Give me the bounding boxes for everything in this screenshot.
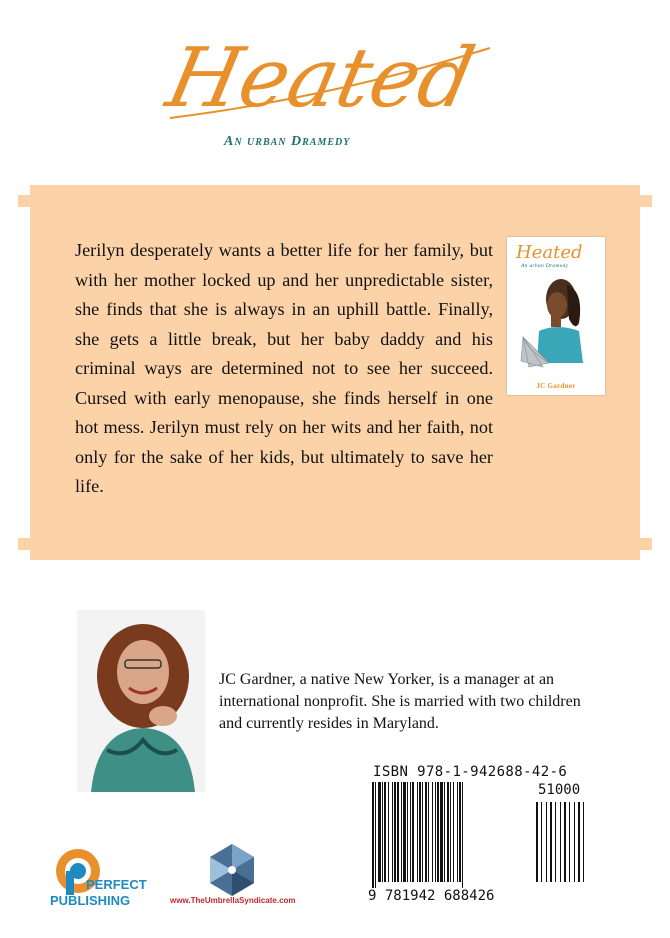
barcode xyxy=(368,782,598,902)
price-code: 51000 xyxy=(538,782,581,798)
book-subtitle: An urban Dramedy xyxy=(224,134,351,149)
panel-corner-notch xyxy=(18,538,30,550)
umbrella-syndicate-url: www.TheUmbrellaSyndicate.com xyxy=(170,896,296,905)
panel-corner-notch xyxy=(640,538,652,550)
svg-text:Heated: Heated xyxy=(159,29,483,126)
isbn-label: ISBN 978-1-942688-42-6 xyxy=(373,764,568,780)
panel-corner-notch xyxy=(18,195,30,207)
mini-cover-subtitle: An urban Dramedy xyxy=(521,263,569,269)
woman-with-fan-illustration xyxy=(519,271,594,379)
mini-cover-title: Heated xyxy=(516,242,583,263)
svg-text:PERFECT: PERFECT xyxy=(86,877,147,892)
author-bio: JC Gardner, a native New Yorker, is a manager at an international nonprofit. She is married with two children and currently resides in Maryland. xyxy=(219,671,581,732)
umbrella-syndicate-logo xyxy=(170,840,295,920)
author-photo xyxy=(77,610,205,792)
mini-cover-author: JC Gardner xyxy=(536,382,576,390)
barcode-digits: 9 781942 688426 xyxy=(368,888,495,904)
perfect-publishing-logo xyxy=(48,843,147,913)
book-title xyxy=(160,28,500,128)
svg-text:PUBLISHING: PUBLISHING xyxy=(50,893,131,908)
panel-corner-notch xyxy=(640,195,652,207)
book-blurb: Jerilyn desperately wants a better life for her family, but with her mother locked up and her unpredictable sister, she finds that she is always in an uphill battle. Finally, she gets a little break, but her baby daddy and his criminal ways are determined not to see her succeed. Cursed with early menopause, she finds herself in one hot mess. Jerilyn must rely on her wits and her faith, not only for the sake of her kids, but ultimately to save her life. xyxy=(75,240,493,496)
mini-cover xyxy=(507,237,605,395)
